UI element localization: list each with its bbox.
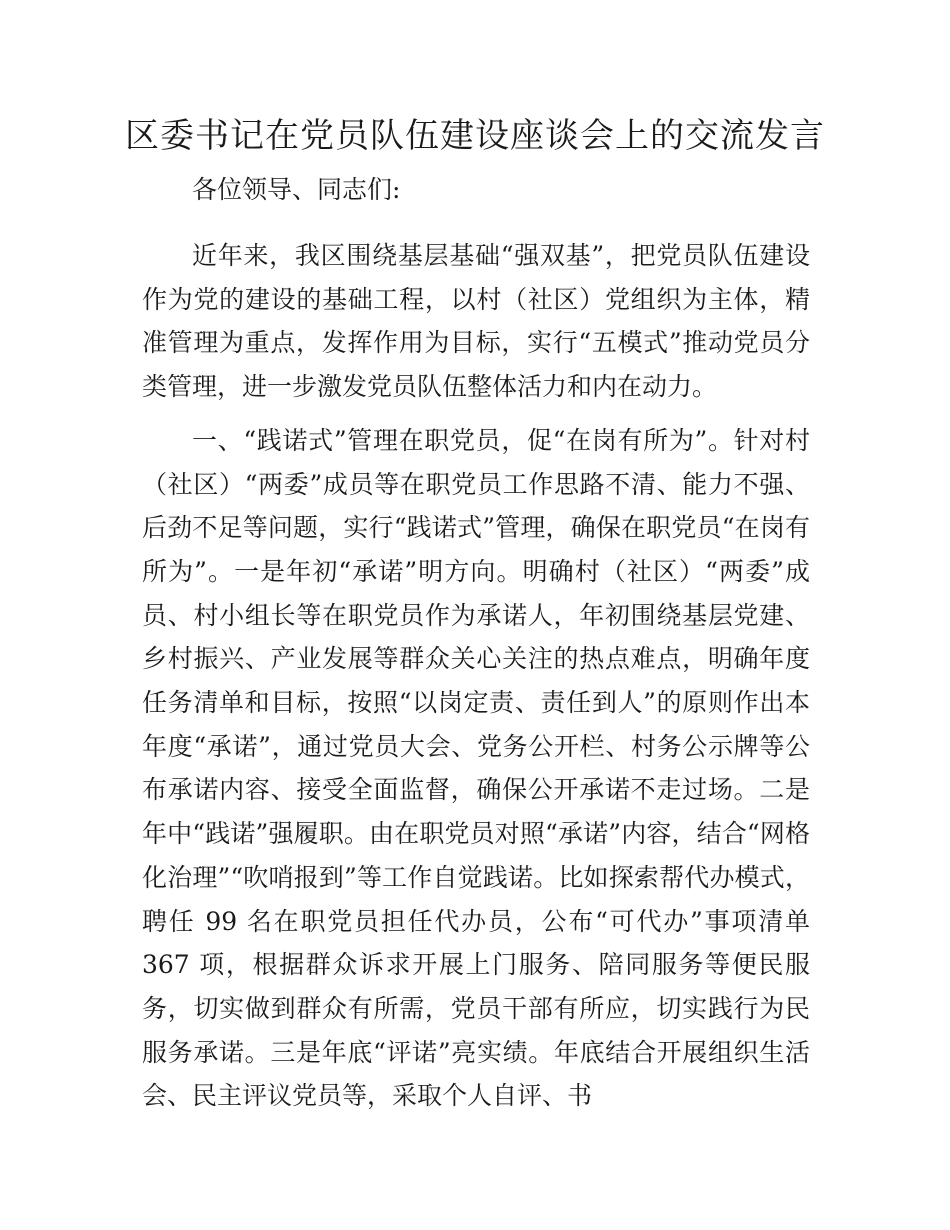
paragraph-intro: 近年来，我区围绕基层基础“强双基”，把党员队伍建设作为党的建设的基础工程，以村（社区）党组织为主体，精准管理为重点，发挥作用为目标，实行“五模式”推动党员分类管理，进一步激发党员队伍整体活力和内在动力。 <box>142 241 810 402</box>
document-body <box>142 165 810 1118</box>
greeting-line: 各位领导、同志们: <box>192 175 401 204</box>
document-title: 区委书记在党员队伍建设座谈会上的交流发言 <box>125 116 825 156</box>
paragraph-gap <box>142 409 810 419</box>
paragraph-section-one: 一、“践诺式”管理在职党员，促“在岗有所为”。针对村（社区）“两委”成员等在职党员工作思路不清、能力不强、后劲不足等问题，实行“践诺式”管理，确保在职党员“在岗有所为”。一是年初“承诺”明方向。明确村（社区）“两委”成员、村小组长等在职党员作为承诺人，年初围绕基层党建、乡村振兴、产业发展等群众关心关注的热点难点，明确年度任务清单和目标，按照“以岗定责、责任到人”的原则作出本年度“承诺”，通过党员大会、党务公开栏、村务公示牌等公布承诺内容、接受全面监督，确保公开承诺不走过场。二是年中“践诺”强履职。由在职党员对照“承诺”内容，结合“网格化治理”“吹哨报到”等工作自觉践诺。比如探索帮代办模式，聘任 99 名在职党员担任代办员，公布“可代办”事项清单 367 项，根据群众诉求开展上门服务、陪同服务等便民服务，切实做到群众有所需，党员干部有所应，切实践行为民服务承诺。三是年底“评诺”亮实绩。年底结合开展组织生活会、民主评议党员等，采取个人自评、书 <box>142 425 810 1111</box>
